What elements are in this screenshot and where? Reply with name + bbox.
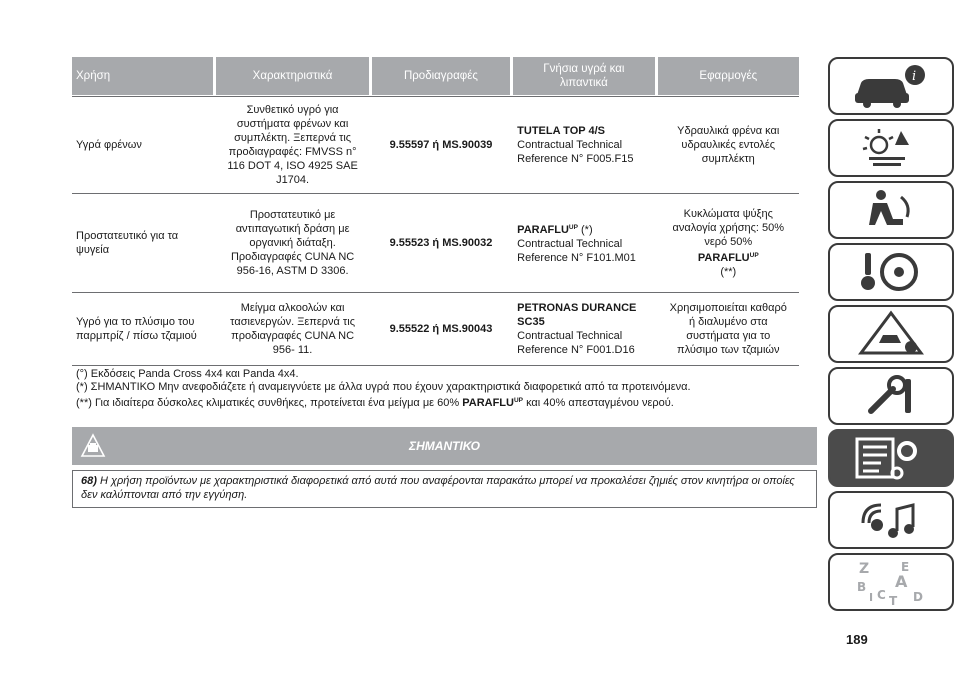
tab-dashboard[interactable] [828, 119, 954, 177]
row-characteristics: Προστατευτικό με αντιπαγωτική δράση με οργανική διάταξη. Προδιαγραφές CUNA NC 956-16, ASTM D 3306. [230, 209, 355, 277]
tab-maintenance[interactable] [828, 367, 954, 425]
row-characteristics: Μείγμα αλκοολών και τασιενεργών. Ξεπερνά τις προδιαγραφές CUNA NC 956- 11. [230, 302, 356, 356]
row-spec: 9.55597 ή MS.90039 [389, 139, 493, 151]
row-use: Υγρό για το πλύσιμο του παρμπρίζ / πίσω τζαμιού [76, 316, 197, 342]
tab-index[interactable] [828, 553, 954, 611]
tab-emergency[interactable] [828, 305, 954, 363]
table-row [72, 97, 799, 193]
tab-starting-driving[interactable] [828, 243, 954, 301]
svg-text:i: i [912, 69, 917, 84]
svg-text:I: I [869, 591, 874, 604]
warning-number: 68) [81, 475, 97, 487]
row-spec: 9.55523 ή MS.90032 [389, 237, 493, 249]
seat-safety-icon [851, 185, 931, 235]
header-genuine-fluids: Γνήσια υγρά και λιπαντικά [513, 57, 655, 95]
svg-text:D: D [913, 590, 923, 604]
row-application: Υδραυλικά φρένα και υδραυλικές εντολές συμπλέκτη [677, 125, 780, 165]
product-name: TUTELA TOP 4/S [517, 125, 605, 137]
road-emergency-icon [851, 309, 931, 359]
row-product [513, 293, 654, 365]
row-application: Χρησιμοποιείται καθαρό ή διαλυμένο στα συστήματα για το πλύσιμο των τζαμιών [669, 302, 787, 356]
car-info-icon [851, 61, 931, 111]
table-row [72, 293, 799, 365]
row-product [513, 97, 654, 193]
row-application: Κυκλώματα ψύξης αναλογία χρήσης: 50% νερό 50% $PARAFLU^{UP}$ (**) [672, 208, 785, 278]
row-use: Προστατευτικό για τα ψυγεία [76, 230, 179, 256]
row-use: Υγρά φρένων [76, 139, 142, 151]
product-name-line: $PARAFLU^{UP}$ (*) [517, 224, 593, 236]
footnote-1: (°) Εκδόσεις Panda Cross 4x4 και Panda 4x4. [76, 368, 299, 380]
product-ref-line2: Reference N° F101.M01 [517, 252, 636, 264]
row-product [513, 194, 654, 292]
product-ref-line2: Reference N° F005.F15 [517, 153, 634, 165]
tab-technical-data[interactable] [828, 429, 954, 487]
warning-body: Η χρήση προϊόντων με χαρακτηριστικά διαφορετικά από αυτά που αναφέρονται παρακάτω μπορεί να προκαλέσει ζημιές στον κινητήρα οι οποίες δεν καλύπτονται από την εγγύηση. [81, 475, 795, 501]
svg-text:E: E [901, 560, 910, 574]
dashboard-lights-icon [851, 123, 931, 173]
table-row [72, 194, 799, 292]
tab-car-info[interactable] [828, 57, 954, 115]
warning-header [72, 427, 817, 465]
product-name-line1: PETRONAS DURANCE [517, 302, 637, 314]
footnote-3: (**) Για ιδιαίτερα δύσκολες κλιματικές συνθήκες, προτείνεται ένα μείγμα με 60% $PARAFLU^{UP}$ και 40% απεσταγμένου νερού. [76, 397, 674, 409]
page-number: 189 [846, 632, 868, 647]
maintenance-tools-icon [851, 371, 931, 421]
multimedia-icon [851, 495, 931, 545]
product-ref-line1: Contractual Technical [517, 139, 623, 151]
header-use: Χρήση [72, 57, 213, 95]
footnote-2: (*) ΣΗΜΑΝΤΙΚΟ Μην ανεφοδιάζετε ή αναμειγνύετε με άλλα υγρά που έχουν χαρακτηριστικά διαφορετικά από τα προτεινόμενα. [76, 381, 691, 393]
product-ref-line2: Reference N° F001.D16 [517, 344, 635, 356]
steering-key-icon [851, 247, 931, 297]
table-header [72, 57, 799, 95]
svg-text:T: T [889, 594, 898, 607]
row-spec: 9.55522 ή MS.90043 [389, 323, 493, 335]
index-icon [851, 557, 931, 607]
divider [72, 365, 799, 366]
product-ref-line1: Contractual Technical [517, 238, 623, 250]
svg-text:B: B [857, 580, 867, 594]
svg-text:Z: Z [859, 561, 870, 577]
footnotes [72, 368, 799, 410]
row-characteristics: Συνθετικό υγρό για συστήματα φρένων και συμπλέκτη. Ξεπερνά τις προδιαγραφές: FMVSS n° 116 DOT 4, ISO 4925 SAE J1704. [227, 104, 358, 186]
header-characteristics: Χαρακτηριστικά [216, 57, 368, 95]
tab-safety[interactable] [828, 181, 954, 239]
technical-data-icon [851, 433, 931, 483]
product-ref-line1: Contractual Technical [517, 330, 623, 342]
warning-text [72, 470, 817, 508]
product-name-line2: SC35 [517, 316, 545, 328]
svg-text:A: A [895, 572, 908, 591]
warning-title: ΣΗΜΑΝΤΙΚΟ [409, 439, 480, 453]
fluids-table [72, 57, 799, 410]
svg-text:C: C [877, 588, 886, 602]
engine-warning-icon [80, 433, 106, 459]
header-applications: Εφαρμογές [658, 57, 799, 95]
header-specifications: Προδιαγραφές [372, 57, 510, 95]
tab-multimedia[interactable] [828, 491, 954, 549]
